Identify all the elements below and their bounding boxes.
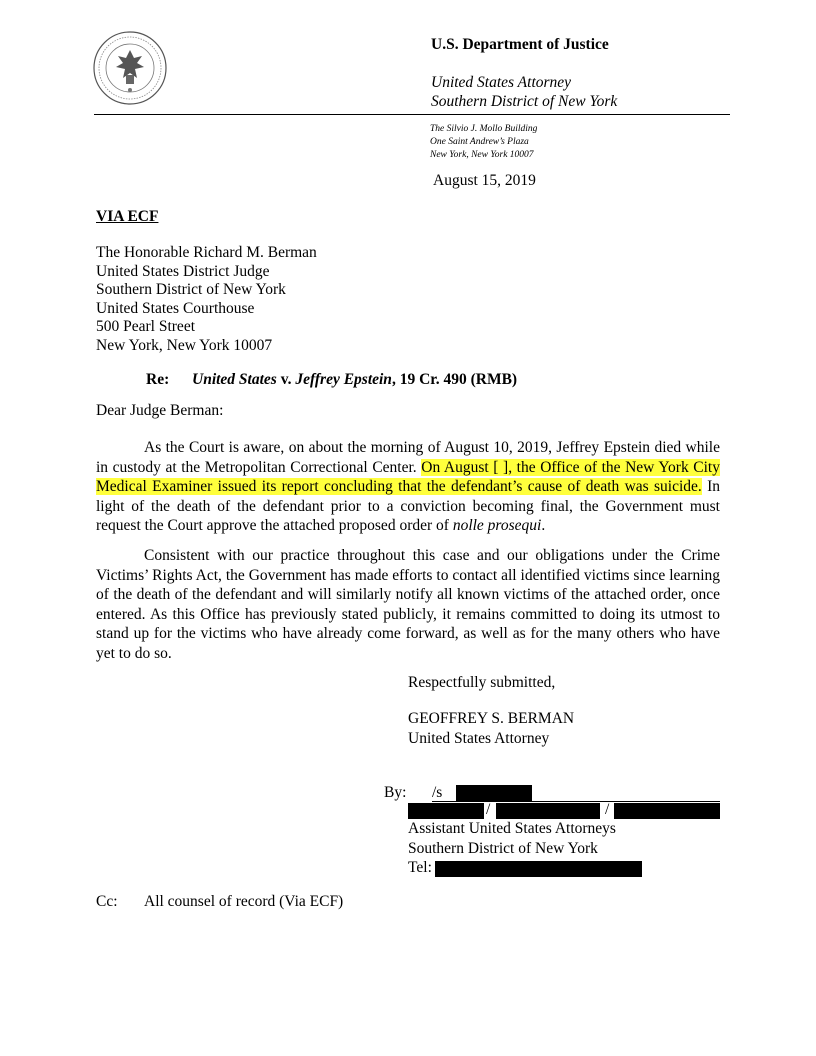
case-number: , 19 Cr. 490 (RMB): [391, 371, 518, 388]
highlighted-text: On August [ ], the Office of the New York City Medical Examiner issued its report concluding that the defendant’s cause of death was suicide.: [96, 458, 720, 495]
paragraph-1-text-a: As the Court is aware, on about the morning of August 10, 2019, Jeffrey Epstein died while in custody at the Metropolitan Correctional Center.: [96, 439, 720, 476]
redaction-box: [614, 803, 720, 819]
salutation: Dear Judge Berman:: [96, 402, 224, 419]
telephone-label: Tel:: [408, 859, 432, 876]
cc-recipients: All counsel of record (Via ECF): [144, 893, 344, 910]
recipient-address: [96, 244, 317, 355]
signature-mark: /s: [432, 784, 443, 801]
recipient-line: Southern District of New York: [96, 281, 286, 298]
recipient-line: United States District Judge: [96, 262, 270, 280]
recipient-line: New York, New York 10007: [96, 336, 273, 354]
versus: v.: [276, 371, 296, 388]
redaction-box: [435, 861, 642, 877]
body-paragraph-2: Consistent with our practice throughout this case and our obligations under the Crime Victims’ Rights Act, the Government has made efforts to contact all identified victims since learning of the death of the defendant and will similarly notify all known victims of the attached order, once entered. As this Office has previously stated publicly, it remains committed to doing its utmost to stand up for the victims who have already come forward, as well as for the many others who have yet to do so.: [96, 547, 720, 662]
recipient-line: United States Courthouse: [96, 299, 255, 317]
redaction-box: [456, 785, 532, 801]
name-separator: /: [605, 801, 610, 818]
carbon-copy: [96, 893, 343, 911]
office-name: [431, 73, 617, 111]
closing: Respectfully submitted,: [408, 674, 556, 691]
body-paragraph-1: [96, 438, 720, 536]
signatory-name: GEOFFREY S. BERMAN: [408, 710, 575, 727]
redaction-box: [496, 803, 600, 819]
recipient-line: The Honorable Richard M. Berman: [96, 244, 317, 261]
signatory-title: United States Attorney: [408, 730, 550, 747]
paragraph-1-text-b: In light of the death of the defendant prior to a conviction becoming final, the Government must request the Court approve the attached proposed order of: [96, 478, 720, 534]
signatory-role: Assistant United States Attorneys: [408, 820, 616, 837]
street-address: One Saint Andrew’s Plaza: [430, 137, 529, 147]
recipient-line: 500 Pearl Street: [96, 318, 196, 335]
subject-line: [146, 371, 517, 389]
office-line-2: Southern District of New York: [431, 93, 618, 110]
letterhead-rule: [94, 114, 730, 115]
letter-date: August 15, 2019: [433, 172, 536, 189]
signature-underline: [432, 801, 720, 802]
delivery-method: VIA ECF: [96, 208, 159, 225]
name-separator: /: [486, 801, 491, 818]
redaction-box: [408, 803, 484, 819]
subject-label: Re:: [146, 371, 170, 388]
signatory-district: Southern District of New York: [408, 840, 598, 857]
party-plaintiff: United States: [192, 371, 277, 388]
city-address: New York, New York 10007: [430, 150, 534, 160]
cc-label: Cc:: [96, 893, 118, 910]
doj-seal-icon: [92, 30, 168, 106]
party-defendant: Jeffrey Epstein: [295, 371, 392, 388]
office-address: [430, 123, 537, 162]
department-name: U.S. Department of Justice: [431, 36, 609, 53]
nolle-prosequi-term: nolle prosequi: [452, 517, 542, 534]
office-line-1: United States Attorney: [431, 74, 572, 91]
paragraph-1-text-c: .: [541, 517, 546, 534]
building-name: The Silvio J. Mollo Building: [430, 124, 538, 134]
by-label: By:: [384, 784, 407, 801]
